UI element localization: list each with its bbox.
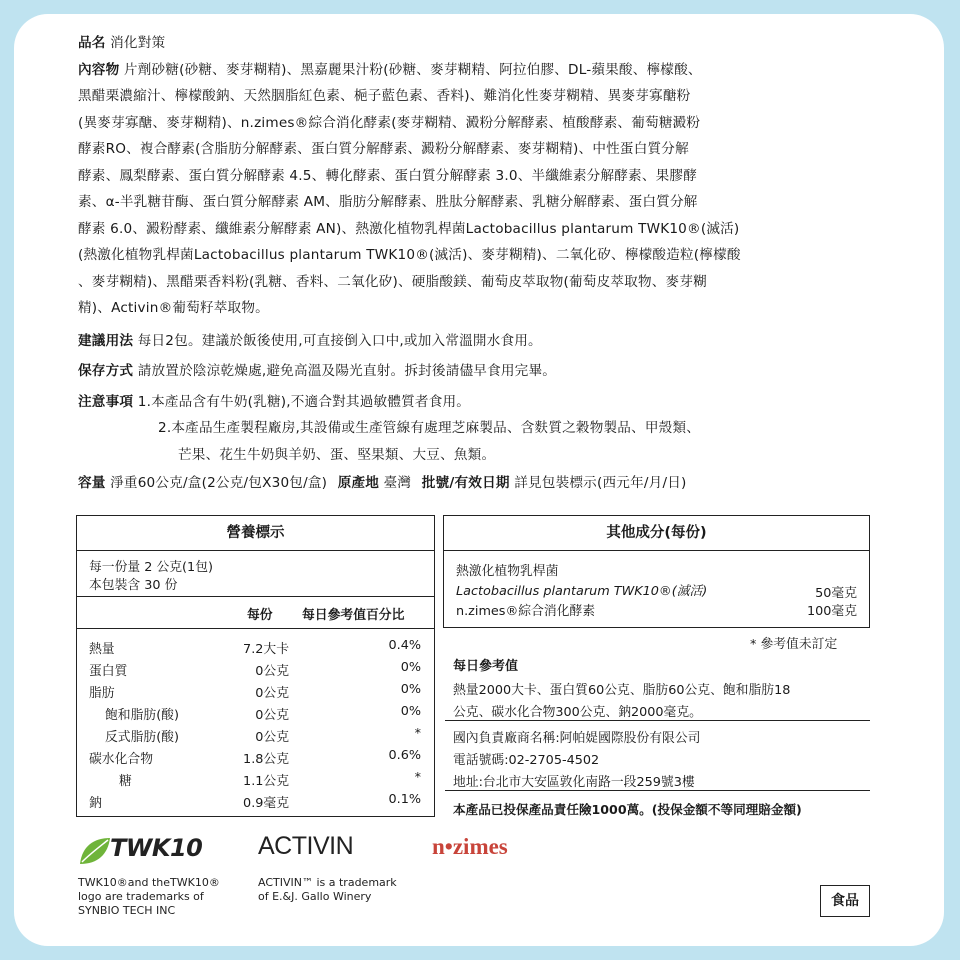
col-daily-value: 每日參考值百分比 xyxy=(302,608,405,623)
notes-item-1: 1.本產品含有牛奶(乳糖),不適合對其過敏體質者食用。 xyxy=(137,393,471,410)
nutrient-daily: 0% xyxy=(400,660,421,675)
ingredients xyxy=(78,57,886,322)
nzimes-logo-text: n•zimes xyxy=(432,834,508,859)
nutrient-per: 0公克 xyxy=(255,664,289,679)
twk10-logo xyxy=(78,832,208,866)
ingredients-line: 精)、Activin®葡萄籽萃取物。 xyxy=(78,300,269,316)
food-badge: 食品 xyxy=(820,885,870,917)
other-title: 其他成分(每份) xyxy=(444,516,869,551)
reference-note: * 參考值未訂定 xyxy=(750,637,838,652)
nzimes-logo xyxy=(432,834,508,860)
company-address: 地址:台北市大安區敦化南路一段259號3樓 xyxy=(453,775,695,790)
divider xyxy=(77,628,434,629)
leaf-icon xyxy=(78,834,112,868)
label-text xyxy=(78,30,886,497)
ingredients-line: 酵素、鳳梨酵素、蛋白質分解酵素 4.5、轉化酵素、蛋白質分解酵素 3.0、半纖維素分解酵素、果膠酵 xyxy=(78,167,698,184)
nutrient-per: 0.9毫克 xyxy=(243,796,289,811)
nutrient-per: 0公克 xyxy=(255,730,289,745)
nutrient-name: 碳水化合物 xyxy=(89,752,153,767)
divider xyxy=(445,790,870,791)
nutrient-daily: 0.1% xyxy=(388,792,421,807)
activin-note xyxy=(258,876,397,904)
nutrition-table xyxy=(76,515,435,817)
company-phone: 電話號碼:02-2705-4502 xyxy=(453,753,600,768)
twk10-logo-text: TWK10 xyxy=(110,834,203,862)
twk10-note xyxy=(78,876,220,918)
activin-logo-text: ACTIVIN xyxy=(258,832,354,860)
storage-value: 請放置於陰涼乾燥處,避免高溫及陽光直射。拆封後請儘早食用完畢。 xyxy=(137,363,557,379)
ingredients-line: 酵素RO、複合酵素(含脂肪分解酵素、蛋白質分解酵素、澱粉分解酵素、麥芽糊精)、中性蛋白質分解 xyxy=(78,141,689,157)
ingredients-line: 酵素 6.0、澱粉酵素、纖維素分解酵素 AN)、熱激化植物乳桿菌Lactobacillus plantarum TWK10®(滅活) xyxy=(78,220,740,237)
daily-ref-title: 每日參考值 xyxy=(453,659,519,674)
origin-label: 原產地 xyxy=(337,475,380,491)
nutrient-name: 脂肪 xyxy=(89,686,115,701)
origin-value: 臺灣 xyxy=(383,475,412,491)
capacity-value: 淨重60公克/盒(2公克/包X30包/盒) xyxy=(110,475,328,491)
notes-item-2: 2.本產品生產製程廠房,其設備或生產管線有處理芝麻製品、含麩質之穀物製品、甲殼類、 xyxy=(158,420,701,436)
usage-label: 建議用法 xyxy=(78,332,134,349)
divider xyxy=(77,596,434,597)
insurance-note: 本產品已投保產品責任險1000萬。(投保金額不等同理賠金額) xyxy=(453,802,802,817)
nutrient-per: 7.2大卡 xyxy=(243,642,289,657)
nutrient-name: 飽和脂肪(酸) xyxy=(105,708,179,723)
usage-value: 每日2包。建議於飯後使用,可直接倒入口中,或加入常溫開水食用。 xyxy=(137,332,542,349)
nutrient-name: 鈉 xyxy=(89,796,102,811)
twk10-note-line: TWK10®and theTWK10® xyxy=(78,876,220,889)
twk10-note-line: logo are trademarks of xyxy=(78,890,204,903)
product-label: 品名 xyxy=(78,35,106,51)
company-name: 國內負責廠商名稱:阿帕媞國際股份有限公司 xyxy=(453,731,701,746)
other-item-name: n.zimes®綜合消化酵素 xyxy=(456,604,596,619)
storage-label: 保存方式 xyxy=(78,363,134,379)
nutrient-per: 1.8公克 xyxy=(243,752,289,767)
ingredients-line: (異麥芽寡醣、麥芽糊精)、n.zimes®綜合消化酵素(麥芽糊精、澱粉分解酵素、植酸酵素、葡萄糖澱粉 xyxy=(78,114,701,131)
lot-label: 批號/有效日期 xyxy=(421,475,510,491)
divider xyxy=(445,720,870,721)
nutrient-daily: * xyxy=(414,770,421,785)
nutrition-title: 營養標示 xyxy=(77,516,434,551)
notes-label: 注意事項 xyxy=(78,393,134,410)
other-item-name: 熱激化植物乳桿菌 xyxy=(456,564,559,579)
nutrient-per: 0公克 xyxy=(255,686,289,701)
other-item-latin: Lactobacillus plantarum TWK10®(滅活) xyxy=(456,584,708,599)
other-item-value: 50毫克 xyxy=(815,586,857,601)
nutrient-daily: 0% xyxy=(400,704,421,719)
nutrient-per: 0公克 xyxy=(255,708,289,723)
capacity-label: 容量 xyxy=(78,475,106,491)
twk10-note-line: SYNBIO TECH INC xyxy=(78,904,176,917)
daily-ref-line: 熱量2000大卡、蛋白質60公克、脂肪60公克、飽和脂肪18 xyxy=(453,683,791,698)
other-item-value: 100毫克 xyxy=(806,604,857,619)
ingredients-line: 、麥芽糊精)、黑醋栗香料粉(乳糖、香料、二氧化矽)、硬脂酸鎂、葡萄皮萃取物(葡萄皮萃取物、麥芽糊 xyxy=(78,273,707,290)
ingredients-line: 黑醋栗濃縮汁、檸檬酸鈉、天然胭脂紅色素、梔子藍色素、香料)、難消化性麥芽糊精、異麥芽寡醣粉 xyxy=(78,88,691,104)
ingredients-line: (熱激化植物乳桿菌Lactobacillus plantarum TWK10®(滅活)、麥芽糊精)、二氧化矽、檸檬酸造粒(檸檬酸 xyxy=(78,247,741,263)
ingredients-label: 內容物 xyxy=(78,61,120,78)
nutrient-daily: 0% xyxy=(400,682,421,697)
product-value: 消化對策 xyxy=(110,35,166,51)
other-ingredients-table xyxy=(443,515,870,628)
notes-item-2-cont: 芒果、花生牛奶與羊奶、蛋、堅果類、大豆、魚類。 xyxy=(178,446,496,463)
nutrient-daily: * xyxy=(414,726,421,741)
nutrient-name: 蛋白質 xyxy=(89,664,128,679)
daily-ref-line: 公克、碳水化合物300公克、鈉2000毫克。 xyxy=(453,705,702,720)
servings-per-pack: 本包裝含 30 份 xyxy=(89,578,178,593)
lot-value: 詳見包裝標示(西元年/月/日) xyxy=(514,475,687,491)
serving-size: 每一份量 2 公克(1包) xyxy=(89,560,213,575)
col-per-serving: 每份 xyxy=(247,608,273,623)
activin-logo xyxy=(258,832,353,866)
nutrient-daily: 0.6% xyxy=(388,748,421,763)
ingredients-line: 片劑砂糖(砂糖、麥芽糊精)、黑嘉麗果汁粉(砂糖、麥芽糊精、阿拉伯膠、DL-蘋果酸、檸檬酸、 xyxy=(123,61,702,78)
nutrient-daily: 0.4% xyxy=(388,638,421,653)
activin-note-line: ACTIVIN™ is a trademark xyxy=(258,876,397,889)
activin-note-line: of E.&J. Gallo Winery xyxy=(258,890,372,903)
nutrient-name: 熱量 xyxy=(89,642,115,657)
nutrient-name: 糖 xyxy=(119,774,132,789)
nutrient-per: 1.1公克 xyxy=(243,774,289,789)
nutrient-name: 反式脂肪(酸) xyxy=(105,730,179,745)
ingredients-line: 素、α-半乳糖苷酶、蛋白質分解酵素 AM、脂肪分解酵素、胜肽分解酵素、乳糖分解酵素、蛋白質分解 xyxy=(78,194,698,210)
